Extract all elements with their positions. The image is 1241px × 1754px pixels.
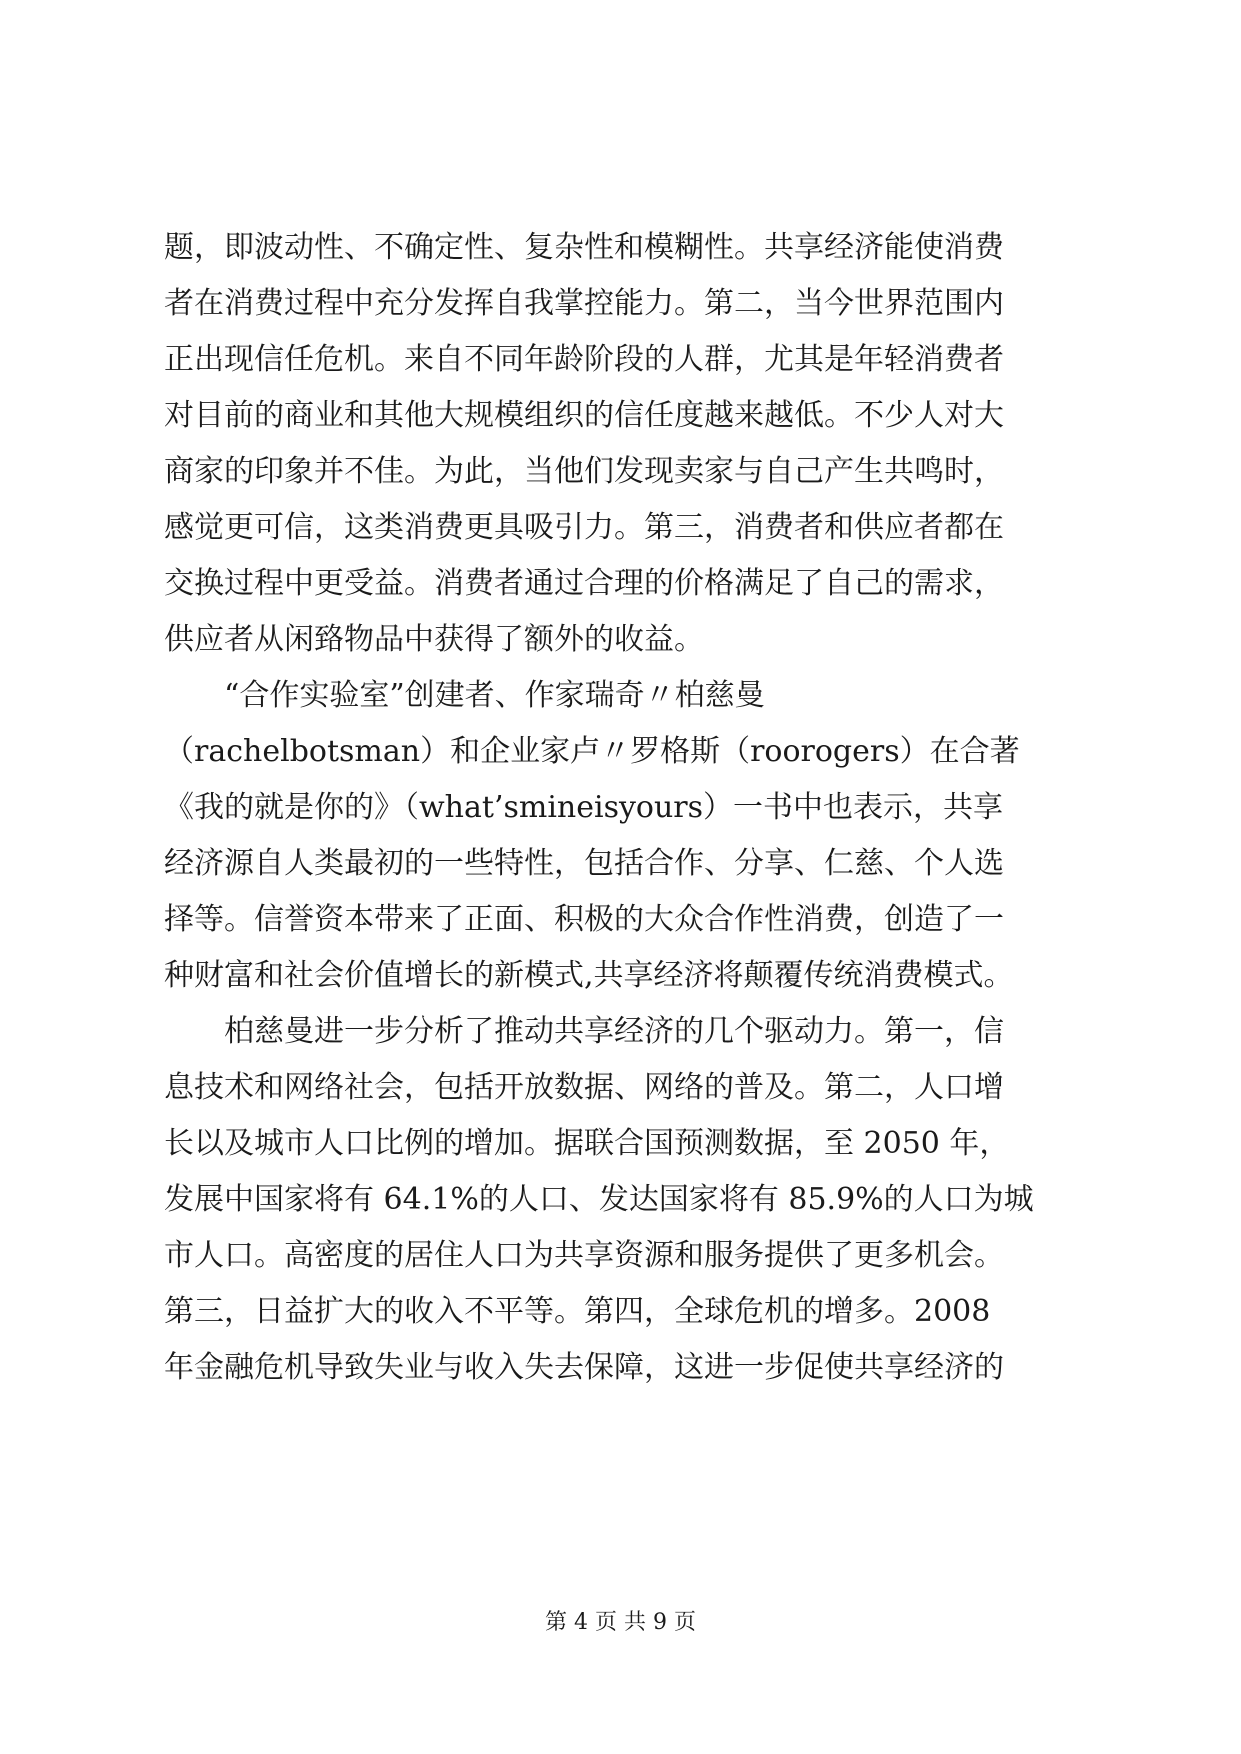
paragraph-first-line: “合作实验室”创建者、作家瑞奇〃柏慈曼: [224, 678, 765, 713]
text-line: 种财富和社会价值增长的新模式,共享经济将颠覆传统消费模式。: [164, 958, 1014, 993]
text-line: 者在消费过程中充分发挥自我掌控能力。第二，当今世界范围内: [164, 286, 1004, 321]
text-line: 发展中国家将有 64.1%的人口、发达国家将有 85.9%的人口为城: [164, 1182, 1034, 1217]
text-line: 交换过程中更受益。消费者通过合理的价格满足了自己的需求，: [164, 566, 1004, 601]
paragraph-first-line: 柏慈曼进一步分析了推动共享经济的几个驱动力。第一，信: [224, 1014, 1004, 1049]
text-line: 《我的就是你的》（what’smineisyours）一书中也表示，共享: [164, 790, 1004, 825]
text-line: 年金融危机导致失业与收入失去保障，这进一步促使共享经济的: [164, 1350, 1004, 1385]
text-line: 供应者从闲臵物品中获得了额外的收益。: [164, 622, 704, 657]
text-line: （rachelbotsman）和企业家卢〃罗格斯（roorogers）在合著: [164, 734, 1020, 769]
text-line: 感觉更可信，这类消费更具吸引力。第三，消费者和供应者都在: [164, 510, 1004, 545]
text-line: 市人口。高密度的居住人口为共享资源和服务提供了更多机会。: [164, 1238, 1004, 1273]
text-line: 择等。信誉资本带来了正面、积极的大众合作性消费，创造了一: [164, 902, 1004, 937]
text-line: 商家的印象并不佳。为此，当他们发现卖家与自己产生共鸣时，: [164, 454, 1004, 489]
text-line: 息技术和网络社会，包括开放数据、网络的普及。第二，人口增: [164, 1070, 1004, 1105]
text-line: 经济源自人类最初的一些特性，包括合作、分享、仁慈、个人选: [164, 846, 1004, 881]
text-line: 对目前的商业和其他大规模组织的信任度越来越低。不少人对大: [164, 398, 1004, 433]
page-footer: 第 4 页 共 9 页: [545, 1610, 696, 1635]
text-line: 正出现信任危机。来自不同年龄阶段的人群，尤其是年轻消费者: [164, 342, 1004, 377]
text-line: 题，即波动性、不确定性、复杂性和模糊性。共享经济能使消费: [164, 230, 1004, 265]
text-line: 第三，日益扩大的收入不平等。第四，全球危机的增多。2008: [164, 1294, 991, 1329]
text-line: 长以及城市人口比例的增加。据联合国预测数据，至 2050 年，: [164, 1126, 1010, 1161]
